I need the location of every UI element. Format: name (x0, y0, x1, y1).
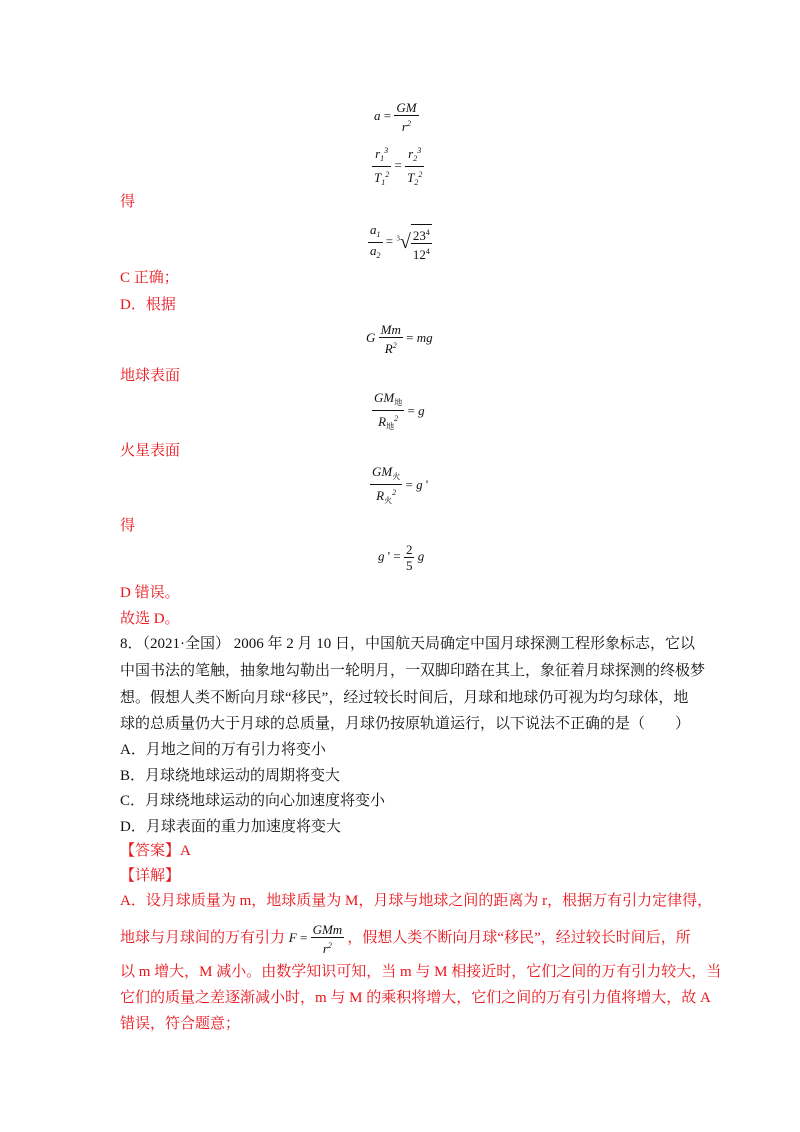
text-d-basis: D．根据 (120, 297, 176, 313)
detail-line-2-pre: 地球与月球间的万有引力 (120, 929, 286, 946)
equation-mars-g: $\frac{GM_火}{R_火^2}$ = g ' (372, 464, 429, 505)
option-c: C．月球绕地球运动的向心加速度将变小 (120, 793, 386, 809)
detail-line-5: 错误，符合题意； (120, 1016, 241, 1032)
text-de-2: 得 (120, 518, 136, 534)
text-d-wrong: D 错误。 (120, 585, 180, 601)
question-8-line-3: 想。假想人类不断向月球“移民”，经过较长时间后，月球和地球仍可视为均匀球体，地 (120, 690, 689, 706)
equation-acceleration-ratio: $\frac{a_1}{a_2}$ = $^3$√ $\frac{23^4}{12^4}$ (370, 222, 430, 262)
text-earth-surface: 地球表面 (120, 368, 181, 384)
detail-line-4: 它们的质量之差逐渐减小时，m 与 M 的乘积将增大，它们之间的万有引力值将增大，故 A (120, 990, 711, 1006)
equation-universal-gravity: F = $\frac{\text{GMm}}{r^2}$ (288, 922, 343, 956)
option-a: A．月地之间的万有引力将变小 (120, 742, 326, 758)
detail-line-3: 以 m 增大，M 减小。由数学知识可知，当 m 与 M 相接近时，它们之间的万有引力较大，当 (120, 964, 722, 980)
detail-line-2 (120, 922, 691, 956)
question-8-line-2: 中国书法的笔触，抽象地勾勒出一轮明月，一双脚印踏在其上，象征着月球探测的终极梦 (120, 663, 706, 679)
question-8-line-1: 8．（2021·全国） 2006 年 2 月 10 日，中国航天局确定中国月球探测工程形象标志，它以 (120, 636, 695, 652)
equation-earth-g: $\frac{GM_地}{R_地^2}$ = g (374, 390, 425, 431)
text-de-1: 得 (120, 194, 136, 210)
option-d: D．月球表面的重力加速度将变大 (120, 819, 341, 835)
text-c-correct: C 正确； (120, 270, 179, 286)
detail-line-1: A．设月球质量为 m，地球质量为 M，月球与地球之间的距离为 r，根据万有引力定律得， (120, 893, 713, 909)
equation-g-prime: g ' = $\frac{2}{5}$ g (378, 542, 425, 573)
option-b: B．月球绕地球运动的周期将变大 (120, 768, 341, 784)
equation-acceleration: a = $\frac{GM}{r^2}$ (374, 100, 417, 134)
text-mars-surface: 火星表面 (120, 443, 181, 459)
detail-heading: 【详解】 (120, 868, 181, 884)
equation-kepler: $\frac{r_1^3}{T_1^2}$ = $\frac{r_2^3}{T_2^2}$ (372, 143, 424, 190)
text-choose-d: 故选 D。 (120, 611, 180, 627)
answer-label: 【答案】A (120, 843, 191, 859)
question-8-line-4: 球的总质量仍大于月球的总质量，月球仍按原轨道运行，以下说法不正确的是（ ） (120, 716, 691, 732)
detail-line-2-post: ，假想人类不断向月球“移民”，经过较长时间后，所 (347, 929, 691, 946)
equation-gravity-surface: G $\frac{Mm}{R^2}$ = mg (366, 322, 433, 356)
